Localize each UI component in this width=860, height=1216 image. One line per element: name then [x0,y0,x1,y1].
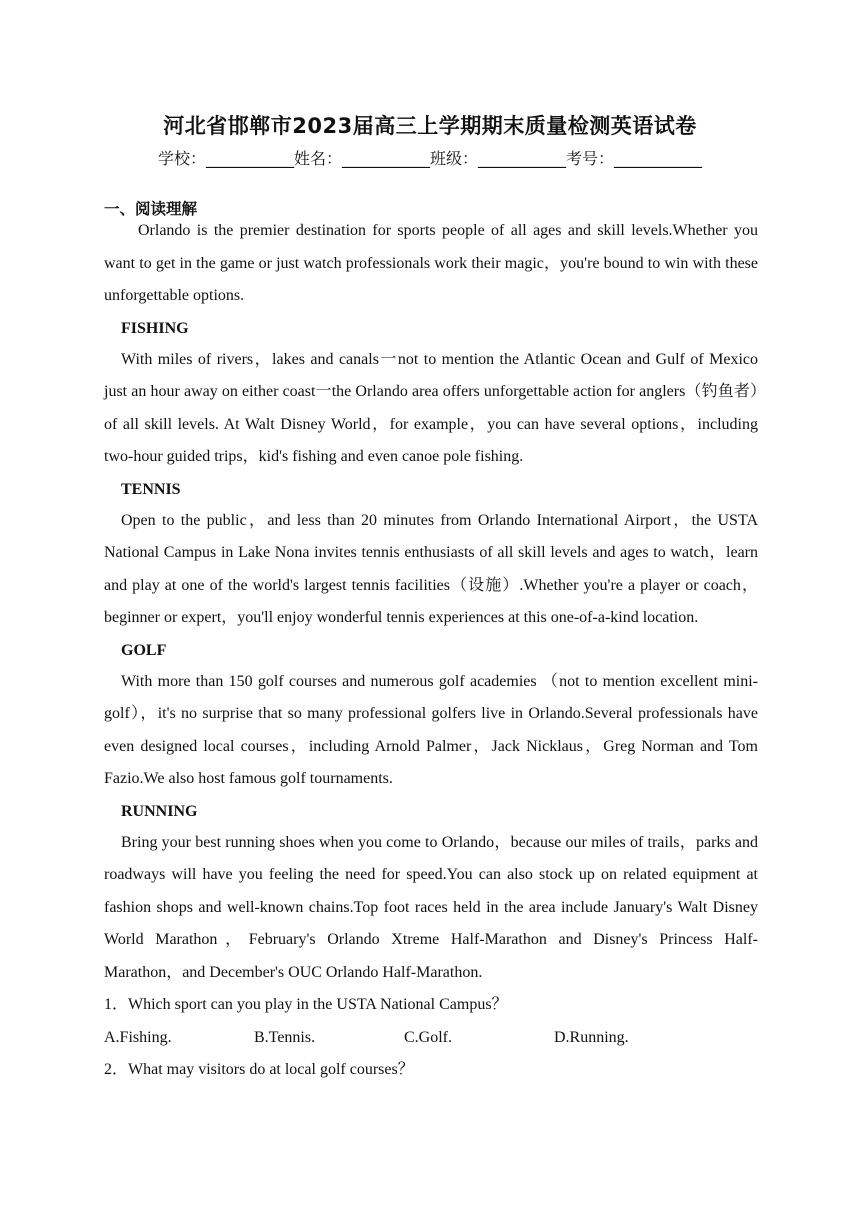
paragraph-fishing: With miles of rivers，lakes and canals一not to mention the Atlantic Ocean and Gulf of Mexico just an hour away on either coast一the Orlando area offers unforgettable action for anglers（钓鱼者）of all skill levels. At Walt Disney World，for example，you can have several options，including two-hour guided trips，kid's fishing and even canoe pole fishing. [104,350,758,465]
option-a[interactable]: A.Fishing. [104,1028,172,1046]
exam-title: 河北省邯郸市2023届高三上学期期末质量检测英语试卷 [163,114,697,138]
exam-number-field: 考号：___________ [566,149,703,168]
heading-tennis: TENNIS [121,480,181,498]
heading-fishing: FISHING [121,319,189,337]
class-field: 班级：___________ [430,149,567,168]
heading-running: RUNNING [121,802,198,820]
paragraph-golf: With more than 150 golf courses and numerous golf academies （not to mention excellent mini-golf），it's no surprise that so many professional golfers live in Orlando.Several professionals have even designed local courses，including Arnold Palmer，Jack Nicklaus，Greg Norman and Tom Fazio.We also host famous golf tournaments. [104,672,758,787]
question-1: 1．Which sport can you play in the USTA National Campus？ [104,996,508,1013]
question-1-options [104,1022,758,1055]
question-2: 2．What may visitors do at local golf courses？ [104,1061,414,1078]
option-c[interactable]: C.Golf. [404,1028,452,1046]
school-field: 学校：___________ [157,149,294,168]
option-d[interactable]: D.Running. [554,1028,629,1046]
paragraph-tennis: Open to the public，and less than 20 minutes from Orlando International Airport，the USTA National Campus in Lake Nona invites tennis enthusiasts of all skill levels and ages to watch，learn and play at one of the world's largest tennis facilities（设施）.Whether you're a player or coach，beginner or expert，you'll enjoy wonderful tennis experiences at this one-of-a-kind location. [104,511,758,626]
paragraph-running: Bring your best running shoes when you come to Orlando，because our miles of trails，parks and roadways will have you feeling the need for speed.You can also stock up on related equipment at fashion shops and well-known chains.Top foot races held in the area include January's Walt Disney World Marathon，February's Orlando Xtreme Half-Marathon and Disney's Princess Half-Marathon，and December's OUC Orlando Half-Marathon. [104,833,758,981]
option-b[interactable]: B.Tennis. [254,1028,316,1046]
section-title: 一、阅读理解 [104,200,198,218]
reading-passage [104,215,758,1087]
intro-paragraph: Orlando is the premier destination for sports people of all ages and skill levels.Whether you want to get in the game or just watch professionals work their magic，you're bound to win with these unforgettable options. [104,222,758,304]
heading-golf: GOLF [121,641,167,659]
name-field: 姓名：___________ [293,149,430,168]
student-info-fields [0,146,860,169]
